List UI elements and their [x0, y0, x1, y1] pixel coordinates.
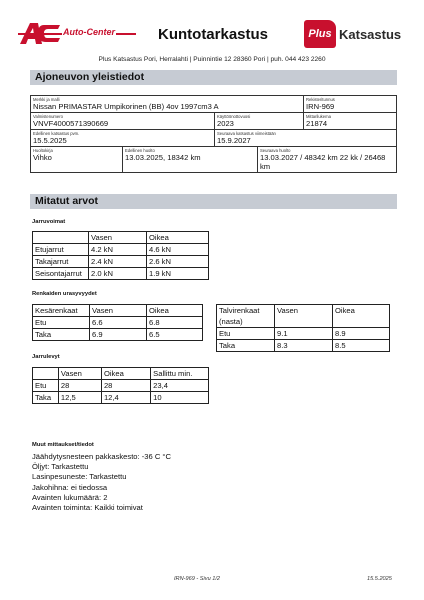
table-cell: 4.2 kN: [89, 244, 147, 256]
list-item: Avainten toiminta: Kaikki toimivat: [32, 503, 143, 513]
odometer-value: 21874: [306, 119, 328, 128]
table-header-cell: Vasen: [58, 368, 101, 380]
previous-service-label: Edellinen huolto: [125, 148, 155, 153]
auto-center-logo-text: Auto-Center: [63, 27, 115, 37]
tire-depth-heading: Renkaiden urasyvyydet: [32, 291, 97, 297]
winter-tires-table: [216, 304, 390, 352]
make-model-label: Merkki ja malli: [33, 97, 60, 102]
table-cell: 8.3: [275, 340, 333, 352]
other-measurements-list: [32, 452, 171, 513]
table-header-cell: Kesärenkaat: [33, 305, 90, 317]
table-cell: Taka: [33, 329, 90, 341]
table-header-cell: Vasen: [89, 232, 147, 244]
service-book-cell: [31, 147, 123, 172]
table-header-cell: Oikea: [101, 368, 150, 380]
table-row: [33, 329, 203, 341]
table-header-row: [217, 305, 390, 328]
table-header-cell: Oikea: [147, 232, 209, 244]
table-header-cell: Vasen: [90, 305, 147, 317]
odometer-cell: [304, 113, 396, 129]
next-service-cell: [258, 147, 396, 172]
list-item: Jakohihna: ei tiedossa: [32, 482, 108, 492]
table-cell: 6.9: [90, 329, 147, 341]
table-header-row: [33, 305, 203, 317]
previous-inspection-value: 15.5.2025: [33, 136, 67, 145]
katsastus-logo-text: Katsastus: [339, 26, 402, 42]
list-item: Jäähdytysnesteen pakkaskesto: -36 C °C: [32, 452, 171, 461]
general-info-grid: [30, 95, 397, 173]
footer-date: 15.5.2025: [367, 576, 392, 582]
next-inspection-label: Seuraava katsastus viimeistään: [217, 131, 276, 136]
table-cell: 12,5: [58, 392, 101, 404]
table-row: [33, 392, 209, 404]
previous-service-cell: [123, 147, 258, 172]
table-row: [33, 268, 209, 280]
previous-inspection-label: Edellinen katsastus pvm.: [33, 131, 80, 136]
section-heading-general: Ajoneuvon yleistiedot: [30, 70, 397, 85]
odometer-label: Mittarilukema: [306, 114, 331, 119]
table-cell: 1.9 kN: [147, 268, 209, 280]
brake-discs-heading: Jarrulevyt: [32, 354, 60, 360]
table-header-cell: [33, 368, 59, 380]
intro-year-value: 2023: [217, 119, 234, 128]
list-item: Lasinpesuneste: Tarkastettu: [32, 472, 127, 482]
document-title: Kuntotarkastus: [158, 26, 269, 43]
footer-page-number: IRN-969 - Sivu 1/2: [174, 576, 221, 582]
table-row: [217, 328, 390, 340]
general-row-3: [31, 130, 396, 147]
table-row: [33, 244, 209, 256]
table-header-cell: Talvirenkaat (nasta): [217, 305, 275, 328]
table-cell: 8.5: [333, 340, 390, 352]
brakes-heading: Jarruvoimat: [32, 219, 66, 225]
plus-logo-badge: Plus: [304, 20, 336, 48]
registration-label: Rekisteritunnus: [306, 97, 335, 102]
service-book-label: Huoltokirja: [33, 148, 53, 153]
table-header-cell: Oikea: [147, 305, 203, 317]
table-cell: 4.6 kN: [147, 244, 209, 256]
intro-year-label: Käyttöönottovuosi: [217, 114, 251, 119]
next-service-value: 13.03.2027 / 48342 km 22 kk / 26468 km: [260, 153, 386, 171]
table-header-row: [33, 368, 209, 380]
table-cell: Seisontajarrut: [33, 268, 89, 280]
section-heading-measured: Mitatut arvot: [30, 194, 397, 209]
table-cell: 2.6 kN: [147, 256, 209, 268]
make-model-value: Nissan PRIMASTAR Umpikorinen (BB) 4ov 1997cm3 A: [33, 102, 219, 111]
table-cell: 12,4: [101, 392, 150, 404]
next-service-label: Seuraava huolto: [260, 148, 291, 153]
vin-value: VNVF4000571390669: [33, 119, 109, 128]
summer-tires-table: [32, 304, 203, 341]
other-measurements-heading: Muut mittaukset/tiedot: [32, 442, 94, 448]
table-cell: 23,4: [151, 380, 209, 392]
table-cell: 10: [151, 392, 209, 404]
table-cell: Etu: [33, 380, 59, 392]
table-row: [217, 340, 390, 352]
table-row: [33, 256, 209, 268]
table-cell: 8.9: [333, 328, 390, 340]
table-header-cell: Vasen: [275, 305, 333, 328]
next-inspection-cell: [215, 130, 396, 146]
table-cell: Etu: [33, 317, 90, 329]
table-header-row: [33, 232, 209, 244]
make-model-cell: [31, 96, 304, 112]
brake-force-table: [32, 231, 209, 280]
table-cell: 2.4 kN: [89, 256, 147, 268]
table-cell: 2.0 kN: [89, 268, 147, 280]
table-cell: 6.8: [147, 317, 203, 329]
service-book-value: Vihko: [33, 153, 52, 162]
table-cell: Etu: [217, 328, 275, 340]
intro-year-cell: [215, 113, 304, 129]
table-header-cell: [33, 232, 89, 244]
vin-label: Valmistenumero: [33, 114, 63, 119]
next-inspection-value: 15.9.2027: [217, 136, 251, 145]
registration-cell: [304, 96, 396, 112]
table-row: [33, 380, 209, 392]
station-contact-info: Plus Katsastus Pori, Herralahti | Puinnintie 12 28360 Pori | puh. 044 423 2260: [98, 56, 326, 63]
table-cell: Takajarrut: [33, 256, 89, 268]
table-cell: 6.5: [147, 329, 203, 341]
list-item: Avainten lukumäärä: 2: [32, 492, 108, 502]
table-cell: 6.6: [90, 317, 147, 329]
plus-katsastus-logo: [304, 20, 401, 48]
table-cell: 9.1: [275, 328, 333, 340]
table-cell: Etujarrut: [33, 244, 89, 256]
table-cell: Taka: [217, 340, 275, 352]
general-row-4: [31, 147, 396, 172]
brake-discs-table-main: [32, 367, 209, 404]
table-row: [33, 317, 203, 329]
registration-value: IRN-969: [306, 102, 335, 111]
previous-inspection-cell: [31, 130, 215, 146]
list-item: Öljyt: Tarkastettu: [32, 462, 89, 472]
table-header-cell: Oikea: [333, 305, 390, 328]
table-cell: 28: [58, 380, 101, 392]
previous-service-value: 13.03.2025, 18342 km: [125, 153, 201, 162]
table-header-cell: Sallittu min.: [151, 368, 209, 380]
table-cell: 28: [101, 380, 150, 392]
vin-cell: [31, 113, 215, 129]
auto-center-logo: [18, 20, 138, 46]
general-row-1: [31, 96, 396, 113]
table-cell: Taka: [33, 392, 59, 404]
general-row-2: [31, 113, 396, 130]
